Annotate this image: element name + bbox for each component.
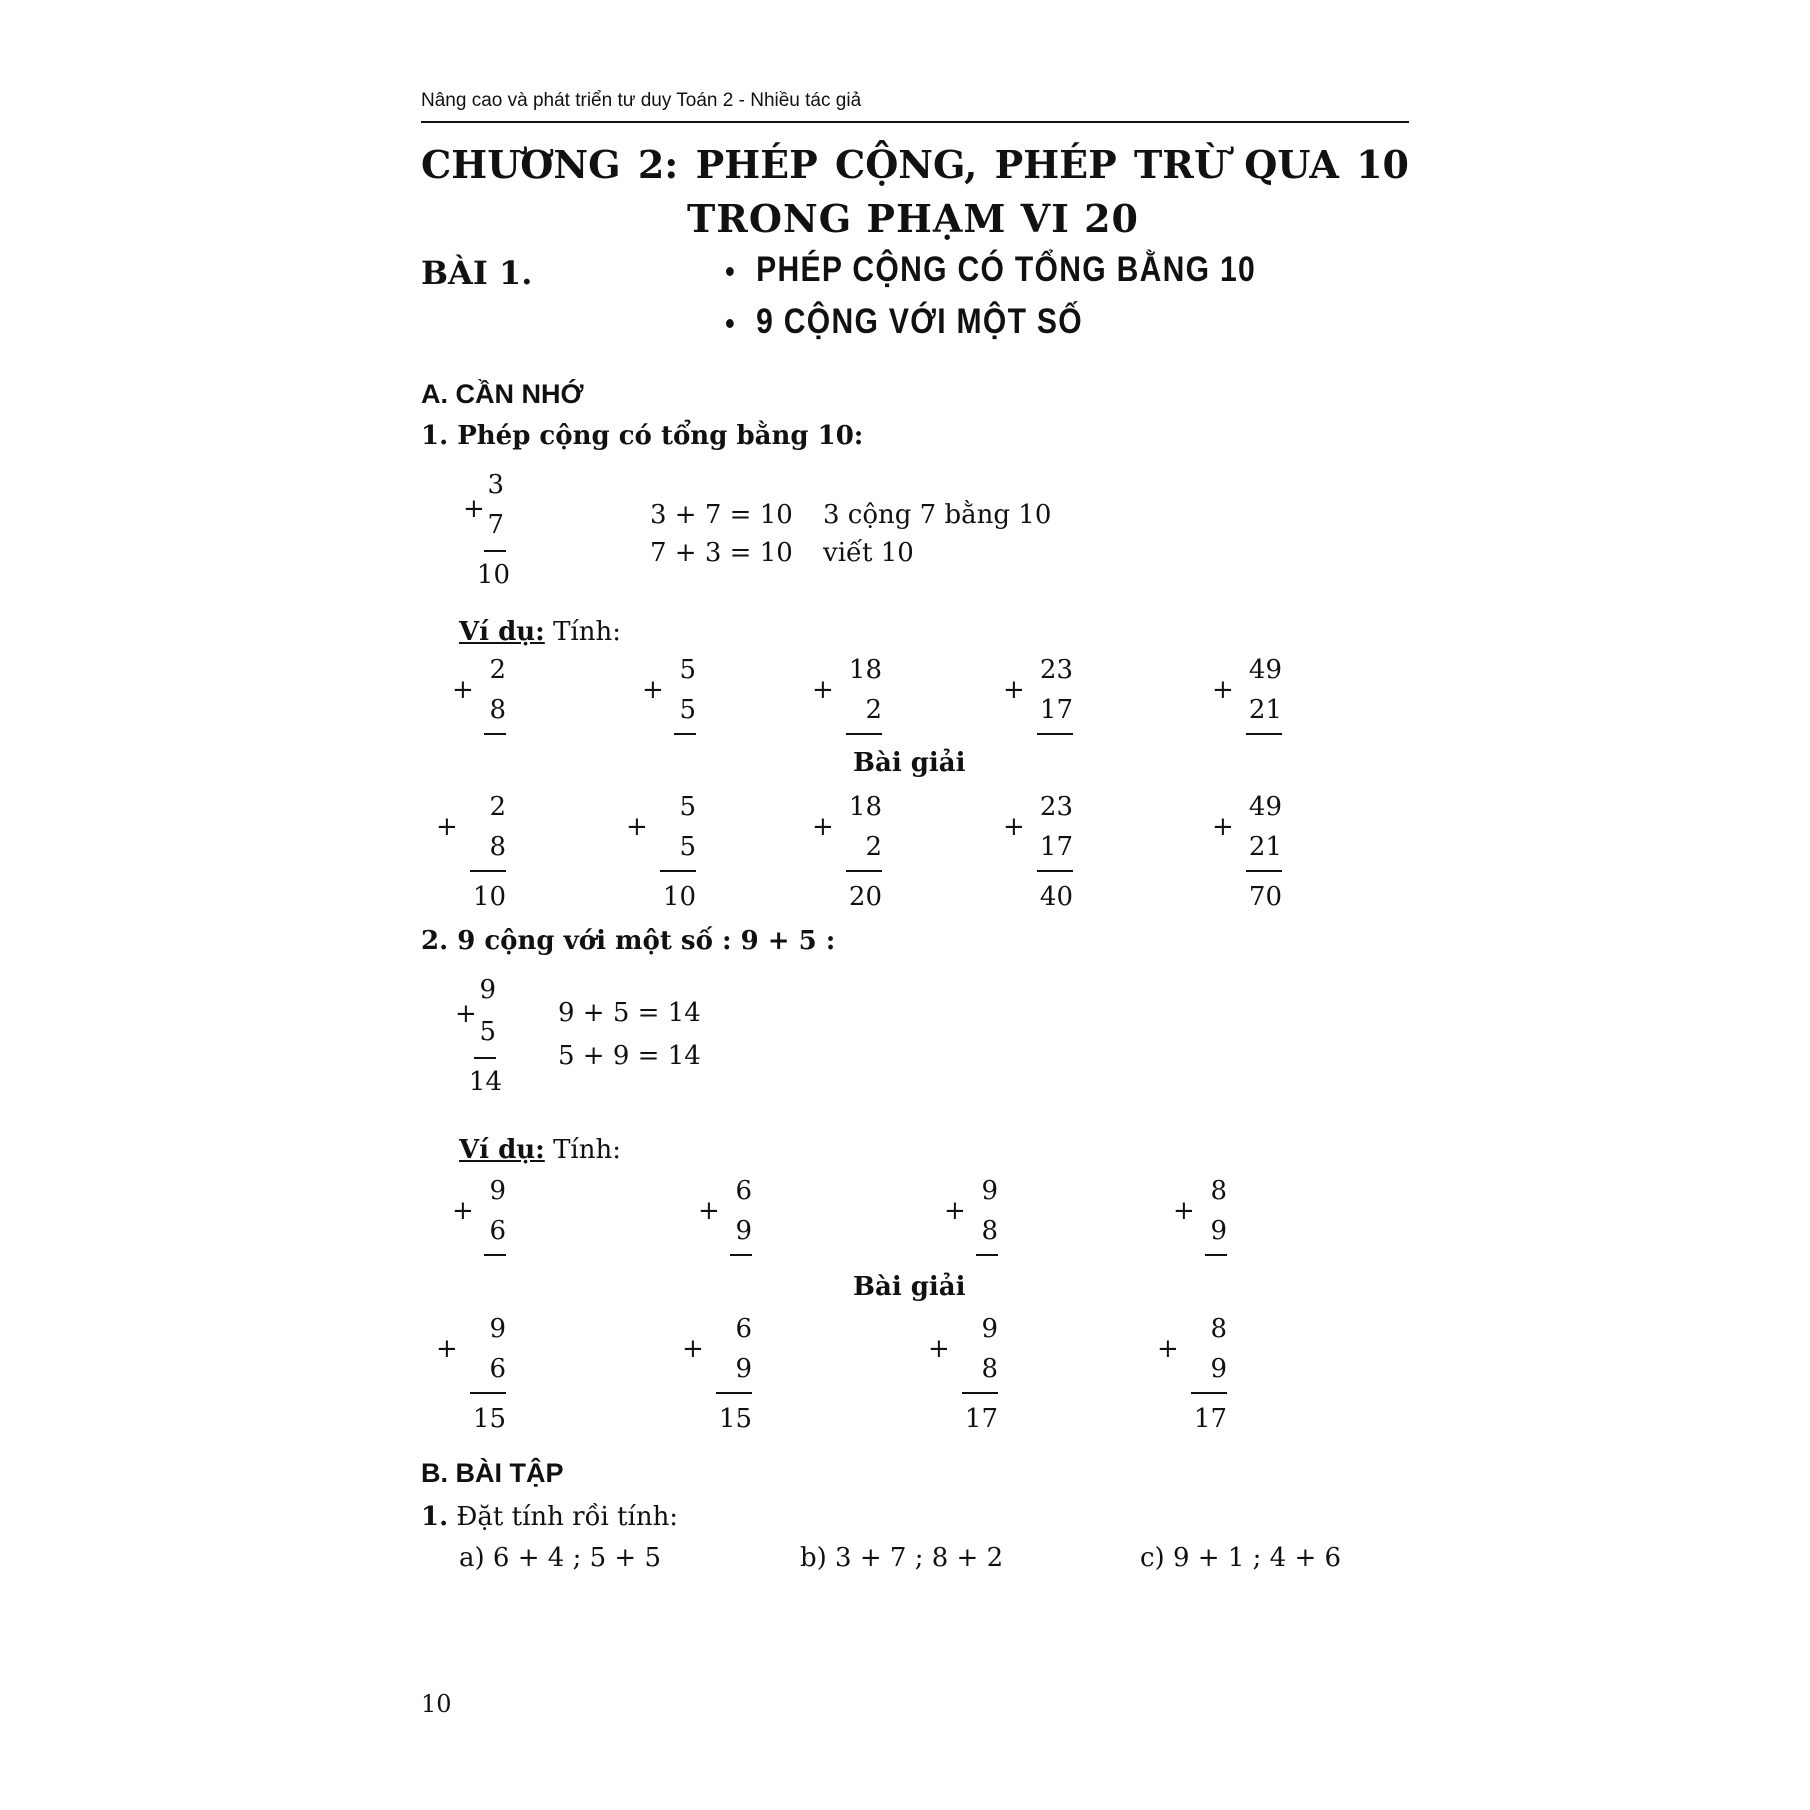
plus-sign: + <box>812 812 834 842</box>
sum-rule <box>976 1254 998 1256</box>
problem-column <box>436 1176 506 1296</box>
lesson-bullet-2: 9 CỘNG VỚI MỘT SỐ <box>726 302 1083 342</box>
addend-bottom: 8 <box>981 1216 998 1246</box>
plus-sign: + <box>1003 675 1025 705</box>
exercise1-text: Đặt tính rồi tính: <box>456 1502 679 1532</box>
part1-eq1: 3 + 7 = 10 <box>650 500 793 530</box>
solution-column <box>626 792 696 912</box>
part1-example <box>459 617 621 647</box>
page-number: 10 <box>421 1690 452 1718</box>
solution-column <box>436 1314 506 1434</box>
sum-rule <box>484 550 506 552</box>
section-a-heading: A. CẦN NHỚ <box>421 379 584 409</box>
part2-column-addition <box>452 975 502 1095</box>
addend-top: 8 <box>1210 1176 1227 1206</box>
sum-rule <box>846 870 882 872</box>
sum-rule <box>474 1057 496 1059</box>
sum-rule <box>1205 1254 1227 1256</box>
exercise1-a: a) 6 + 4 ; 5 + 5 <box>459 1543 661 1573</box>
sum-rule <box>1191 1392 1227 1394</box>
sum-rule <box>484 1254 506 1256</box>
solution-column <box>1212 792 1282 912</box>
sum-rule <box>962 1392 998 1394</box>
addend-top: 9 <box>479 975 496 1005</box>
addend-top: 18 <box>848 792 882 822</box>
addend-bottom: 8 <box>489 695 506 725</box>
example-label: Ví dụ: <box>459 617 545 647</box>
addend-bottom: 8 <box>981 1354 998 1384</box>
part2-heading: 2. 9 cộng với một số : 9 + 5 : <box>421 926 836 956</box>
addend-top: 6 <box>735 1176 752 1206</box>
solution-column <box>682 1314 752 1434</box>
problem-column <box>436 655 506 775</box>
addend-bottom: 9 <box>1210 1354 1227 1384</box>
plus-sign: + <box>626 812 648 842</box>
sum-rule <box>846 733 882 735</box>
chapter-title-line1: CHƯƠNG 2: PHÉP CỘNG, PHÉP TRỪ QUA 10 <box>421 142 1409 187</box>
sum-result: 15 <box>472 1404 506 1434</box>
solution-column <box>812 792 882 912</box>
part1-eq2: 7 + 3 = 10 <box>650 538 793 568</box>
plus-sign: + <box>642 675 664 705</box>
solution-column <box>1157 1314 1227 1434</box>
addend-bottom: 21 <box>1248 832 1282 862</box>
part2-eq1: 9 + 5 = 14 <box>558 998 701 1028</box>
solution-column <box>928 1314 998 1434</box>
plus-sign: + <box>682 1334 704 1364</box>
solution-column <box>436 792 506 912</box>
sum-result: 70 <box>1248 882 1282 912</box>
addend-top: 49 <box>1248 792 1282 822</box>
example-label: Ví dụ: <box>459 1135 545 1165</box>
addend-bottom: 8 <box>489 832 506 862</box>
addend-top: 9 <box>489 1176 506 1206</box>
sum-result: 14 <box>468 1067 502 1097</box>
addend-top: 9 <box>489 1314 506 1344</box>
chapter-title-line2: TRONG PHẠM VI 20 <box>687 196 1139 241</box>
problem-column <box>1212 655 1282 775</box>
running-header: Nâng cao và phát triển tư duy Toán 2 - Nhiều tác giả <box>421 90 862 111</box>
addend-top: 9 <box>981 1176 998 1206</box>
part2-example <box>459 1135 621 1165</box>
addend-top: 8 <box>1210 1314 1227 1344</box>
plus-sign: + <box>1173 1196 1195 1226</box>
sum-result: 15 <box>718 1404 752 1434</box>
sum-result: 10 <box>472 882 506 912</box>
problem-column <box>626 655 696 775</box>
plus-sign: + <box>812 675 834 705</box>
addend-bottom: 17 <box>1039 695 1073 725</box>
sum-rule <box>1037 870 1073 872</box>
part1-solution-label: Bài giải <box>853 748 966 778</box>
sum-rule <box>1037 733 1073 735</box>
addend-bottom: 5 <box>679 695 696 725</box>
addend-top: 5 <box>679 655 696 685</box>
exercise1-b: b) 3 + 7 ; 8 + 2 <box>800 1543 1004 1573</box>
exercise1-number: 1. <box>421 1502 449 1532</box>
addend-bottom: 5 <box>479 1017 496 1047</box>
part2-eq2: 5 + 9 = 14 <box>558 1041 701 1071</box>
plus-sign: + <box>698 1196 720 1226</box>
sum-rule <box>716 1392 752 1394</box>
plus-sign: + <box>452 1196 474 1226</box>
plus-sign: + <box>436 1334 458 1364</box>
sum-rule <box>484 733 506 735</box>
plus-sign: + <box>1157 1334 1179 1364</box>
section-b-heading: B. BÀI TẬP <box>421 1458 564 1488</box>
example-text: Tính: <box>553 617 621 647</box>
addend-bottom: 6 <box>489 1354 506 1384</box>
part1-column-addition <box>460 470 510 590</box>
addend-top: 49 <box>1248 655 1282 685</box>
sum-result: 20 <box>848 882 882 912</box>
addend-top: 23 <box>1039 655 1073 685</box>
example-text: Tính: <box>553 1135 621 1165</box>
sum-result: 17 <box>1193 1404 1227 1434</box>
sum-rule <box>470 1392 506 1394</box>
plus-sign: + <box>455 999 477 1029</box>
exercise1-c: c) 9 + 1 ; 4 + 6 <box>1140 1543 1342 1573</box>
part1-heading: 1. Phép cộng có tổng bằng 10: <box>421 421 864 451</box>
header-rule <box>421 121 1409 123</box>
solution-column <box>1003 792 1073 912</box>
addend-top: 9 <box>981 1314 998 1344</box>
addend-bottom: 17 <box>1039 832 1073 862</box>
addend-top: 2 <box>489 655 506 685</box>
sum-result: 10 <box>662 882 696 912</box>
bullet-dot <box>726 319 734 328</box>
lesson-label: BÀI 1. <box>421 254 533 292</box>
plus-sign: + <box>928 1334 950 1364</box>
addend-top: 23 <box>1039 792 1073 822</box>
addend-bottom: 6 <box>489 1216 506 1246</box>
addend-bottom: 7 <box>487 510 504 540</box>
addend-bottom: 2 <box>865 695 882 725</box>
sum-result: 40 <box>1039 882 1073 912</box>
exercise1-heading <box>421 1502 678 1532</box>
part1-note2: viết 10 <box>823 538 914 568</box>
addend-bottom: 2 <box>865 832 882 862</box>
addend-bottom: 9 <box>735 1216 752 1246</box>
sum-rule <box>1246 733 1282 735</box>
addend-top: 2 <box>489 792 506 822</box>
plus-sign: + <box>452 675 474 705</box>
bullet-dot <box>726 267 734 276</box>
addend-top: 6 <box>735 1314 752 1344</box>
sum-rule <box>1246 870 1282 872</box>
plus-sign: + <box>1212 675 1234 705</box>
part1-note1: 3 cộng 7 bằng 10 <box>823 500 1052 530</box>
sum-rule <box>730 1254 752 1256</box>
lesson-bullet-1: PHÉP CỘNG CÓ TỔNG BẰNG 10 <box>726 250 1256 290</box>
addend-bottom: 21 <box>1248 695 1282 725</box>
plus-sign: + <box>1003 812 1025 842</box>
problem-column <box>682 1176 752 1296</box>
addend-top: 3 <box>487 470 504 500</box>
sum-rule <box>674 733 696 735</box>
plus-sign: + <box>1212 812 1234 842</box>
addend-bottom: 9 <box>735 1354 752 1384</box>
plus-sign: + <box>944 1196 966 1226</box>
sum-rule <box>660 870 696 872</box>
sum-rule <box>470 870 506 872</box>
addend-top: 5 <box>679 792 696 822</box>
part2-solution-label: Bài giải <box>853 1272 966 1302</box>
addend-bottom: 9 <box>1210 1216 1227 1246</box>
sum-result: 17 <box>964 1404 998 1434</box>
sum-result: 10 <box>476 560 510 590</box>
plus-sign: + <box>463 494 485 524</box>
problem-column <box>1003 655 1073 775</box>
addend-top: 18 <box>848 655 882 685</box>
problem-column <box>1157 1176 1227 1296</box>
plus-sign: + <box>436 812 458 842</box>
addend-bottom: 5 <box>679 832 696 862</box>
